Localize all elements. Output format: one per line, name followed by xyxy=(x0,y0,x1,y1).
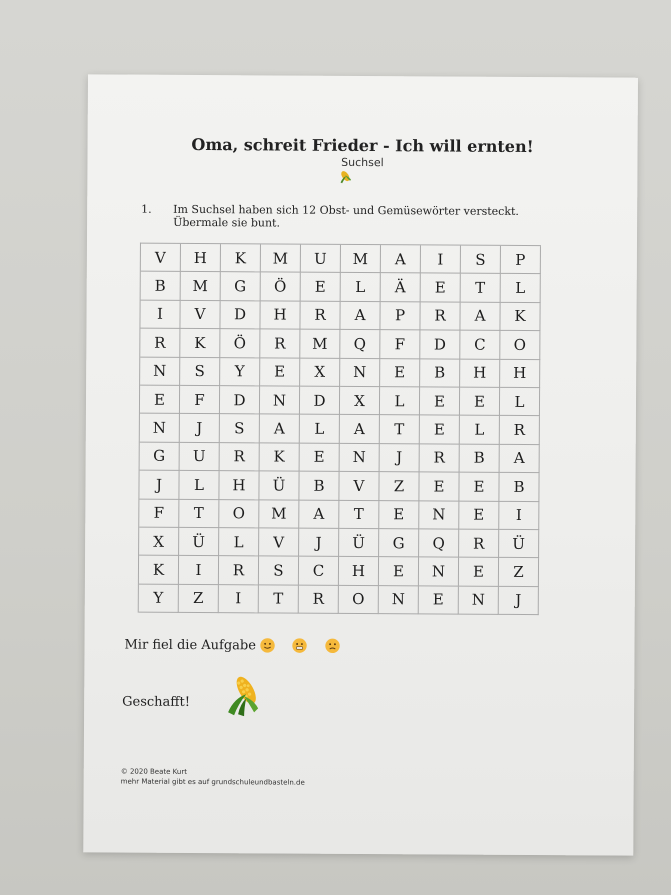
grid-cell[interactable]: E xyxy=(419,472,459,501)
grid-cell[interactable]: H xyxy=(219,471,259,500)
grid-cell[interactable]: K xyxy=(221,244,261,273)
grid-cell[interactable]: T xyxy=(380,415,420,444)
grid-cell[interactable]: M xyxy=(181,272,221,301)
grid-cell[interactable]: J xyxy=(299,529,339,558)
grid-cell[interactable]: L xyxy=(501,274,541,303)
grid-cell[interactable]: Ä xyxy=(381,274,421,303)
grid-cell[interactable]: Ü xyxy=(339,529,379,558)
grid-cell[interactable]: Q xyxy=(419,529,459,558)
grid-cell[interactable]: A xyxy=(260,415,300,444)
grid-cell[interactable]: B xyxy=(420,359,460,388)
smile-face-icon[interactable] xyxy=(259,637,275,653)
grid-cell[interactable]: A xyxy=(299,500,339,529)
grid-cell[interactable]: O xyxy=(339,586,379,615)
grid-cell[interactable]: N xyxy=(379,586,419,615)
grid-cell[interactable]: H xyxy=(260,301,300,330)
grid-cell[interactable]: T xyxy=(339,500,379,529)
grid-cell[interactable]: R xyxy=(420,444,460,473)
grid-cell[interactable]: H xyxy=(339,557,379,586)
grid-cell[interactable]: H xyxy=(460,359,500,388)
grid-cell[interactable]: E xyxy=(419,586,459,615)
grid-cell[interactable]: Y xyxy=(139,584,179,613)
grid-cell[interactable]: L xyxy=(341,273,381,302)
grid-cell[interactable]: R xyxy=(220,443,260,472)
footer-link-text: mehr Material gibt es auf grundschuleundbasteln.de xyxy=(120,777,305,787)
grid-cell[interactable]: Y xyxy=(220,358,260,387)
worksheet-subtitle: Suchsel xyxy=(341,155,384,170)
footer-copyright: © 2020 Beate Kurt xyxy=(120,767,188,776)
grid-cell[interactable]: R xyxy=(219,556,259,585)
grid-cell[interactable]: A xyxy=(340,415,380,444)
grid-cell[interactable]: M xyxy=(300,330,340,359)
grid-cell[interactable]: R xyxy=(299,585,339,614)
grid-cell[interactable]: K xyxy=(180,329,220,358)
corn-icon xyxy=(224,672,264,716)
grid-cell[interactable]: T xyxy=(259,585,299,614)
grid-cell[interactable]: G xyxy=(221,273,261,302)
grid-cell[interactable]: S xyxy=(259,557,299,586)
grid-cell[interactable]: X xyxy=(139,528,179,557)
grid-cell[interactable]: I xyxy=(140,300,180,329)
grid-cell[interactable]: H xyxy=(181,244,221,273)
grid-cell[interactable]: P xyxy=(501,246,541,275)
task-number: 1. xyxy=(141,202,152,216)
grid-cell[interactable]: E xyxy=(380,359,420,388)
grid-cell[interactable]: E xyxy=(459,558,499,587)
grid-cell[interactable]: X xyxy=(300,358,340,387)
grid-cell[interactable]: K xyxy=(500,303,540,332)
mood-prompt: Mir fiel die Aufgabe xyxy=(124,637,257,654)
grid-cell[interactable]: V xyxy=(339,472,379,501)
grid-cell[interactable]: B xyxy=(499,473,539,502)
grid-cell[interactable]: R xyxy=(260,330,300,359)
grid-cell[interactable]: E xyxy=(459,473,499,502)
grid-cell[interactable]: S xyxy=(180,357,220,386)
grid-cell[interactable]: J xyxy=(380,444,420,473)
grid-cell[interactable]: Z xyxy=(379,472,419,501)
grid-cell[interactable]: H xyxy=(500,359,540,388)
grid-cell[interactable]: O xyxy=(500,331,540,360)
done-label: Geschafft! xyxy=(122,694,191,710)
task-instructions xyxy=(173,203,553,231)
grid-cell[interactable]: D xyxy=(220,301,260,330)
grin-face-icon[interactable] xyxy=(291,638,307,654)
grid-cell[interactable]: X xyxy=(340,387,380,416)
grid-cell[interactable]: L xyxy=(300,415,340,444)
grid-cell[interactable]: Z xyxy=(499,558,539,587)
grid-cell[interactable]: D xyxy=(300,387,340,416)
grid-cell[interactable]: K xyxy=(260,443,300,472)
grid-cell[interactable]: N xyxy=(340,444,380,473)
grid-cell[interactable]: L xyxy=(219,528,259,557)
grid-cell[interactable]: R xyxy=(140,329,180,358)
grid-cell[interactable]: T xyxy=(461,274,501,303)
grid-cell[interactable]: N xyxy=(340,358,380,387)
grid-cell[interactable]: B xyxy=(299,472,339,501)
grid-cell[interactable]: I xyxy=(179,556,219,585)
grid-cell[interactable]: N xyxy=(260,386,300,415)
grid-cell[interactable]: V xyxy=(141,244,181,273)
grid-cell[interactable]: D xyxy=(220,386,260,415)
grid-cell[interactable]: R xyxy=(500,416,540,445)
grid-cell[interactable]: S xyxy=(220,414,260,443)
grid-cell[interactable]: C xyxy=(299,557,339,586)
grid-cell[interactable]: B xyxy=(141,272,181,301)
grid-cell[interactable]: Ö xyxy=(220,329,260,358)
grid-cell[interactable]: D xyxy=(420,331,460,360)
worksheet-paper xyxy=(83,74,638,855)
grid-cell[interactable]: Ö xyxy=(261,273,301,302)
grid-cell[interactable]: L xyxy=(179,471,219,500)
grid-cell[interactable]: P xyxy=(380,302,420,331)
corn-icon xyxy=(337,169,353,185)
grid-cell[interactable]: N xyxy=(419,501,459,530)
grid-cell[interactable]: E xyxy=(300,443,340,472)
grid-cell[interactable]: E xyxy=(420,416,460,445)
grid-cell[interactable]: Z xyxy=(179,585,219,614)
grid-cell[interactable]: Ü xyxy=(259,472,299,501)
grid-cell[interactable]: S xyxy=(461,246,501,275)
grid-cell[interactable]: E xyxy=(420,387,460,416)
grid-cell[interactable]: J xyxy=(180,414,220,443)
grid-cell[interactable]: C xyxy=(460,331,500,360)
grid-cell[interactable]: E xyxy=(379,557,419,586)
grid-cell[interactable]: K xyxy=(139,556,179,585)
grid-cell[interactable]: A xyxy=(340,302,380,331)
grid-cell[interactable]: I xyxy=(421,245,461,274)
grid-cell[interactable]: G xyxy=(140,442,180,471)
grid-cell[interactable]: L xyxy=(460,416,500,445)
worksheet-title: Oma, schreit Frieder - Ich will ernten! xyxy=(191,134,534,157)
grid-cell[interactable]: I xyxy=(219,585,259,614)
grid-cell[interactable]: J xyxy=(139,471,179,500)
grid-cell[interactable]: O xyxy=(219,500,259,529)
grid-cell[interactable]: M xyxy=(261,244,301,273)
grid-cell[interactable]: E xyxy=(140,386,180,415)
grid-cell[interactable]: M xyxy=(341,245,381,274)
grid-cell[interactable]: Ü xyxy=(179,528,219,557)
grid-cell[interactable]: L xyxy=(380,387,420,416)
grid-cell[interactable]: E xyxy=(421,274,461,303)
sad-face-icon[interactable] xyxy=(324,638,340,654)
grid-cell[interactable]: A xyxy=(381,245,421,274)
grid-cell[interactable]: T xyxy=(179,499,219,528)
grid-cell[interactable]: E xyxy=(260,358,300,387)
grid-cell[interactable]: N xyxy=(459,586,499,615)
grid-cell[interactable]: E xyxy=(379,501,419,530)
grid-cell[interactable]: E xyxy=(301,273,341,302)
grid-cell[interactable]: U xyxy=(301,245,341,274)
grid-cell[interactable]: R xyxy=(459,530,499,559)
grid-cell[interactable]: F xyxy=(139,499,179,528)
grid-cell[interactable]: B xyxy=(460,444,500,473)
task-line-1: Im Suchsel haben sich 12 Obst- und Gemüsewörter versteckt. xyxy=(173,202,519,218)
grid-cell[interactable]: N xyxy=(140,357,180,386)
grid-cell[interactable]: E xyxy=(460,388,500,417)
grid-cell[interactable]: G xyxy=(379,529,419,558)
grid-cell[interactable]: V xyxy=(259,528,299,557)
grid-cell[interactable]: F xyxy=(180,386,220,415)
grid-cell[interactable]: V xyxy=(180,301,220,330)
grid-cell[interactable]: M xyxy=(259,500,299,529)
footer-credits xyxy=(121,767,305,788)
grid-cell[interactable]: N xyxy=(419,558,459,587)
grid-cell[interactable]: N xyxy=(140,414,180,443)
grid-cell[interactable]: L xyxy=(500,388,540,417)
grid-cell[interactable]: A xyxy=(460,302,500,331)
grid-cell[interactable]: I xyxy=(499,501,539,530)
word-search-grid xyxy=(138,243,541,616)
grid-cell[interactable]: F xyxy=(380,330,420,359)
task-line-2: Übermale sie bunt. xyxy=(173,215,281,230)
grid-cell[interactable]: Ü xyxy=(499,530,539,559)
grid-cell[interactable]: R xyxy=(300,301,340,330)
grid-cell[interactable]: J xyxy=(499,587,539,616)
grid-cell[interactable]: E xyxy=(459,501,499,530)
grid-cell[interactable]: U xyxy=(180,443,220,472)
grid-cell[interactable]: A xyxy=(500,445,540,474)
grid-cell[interactable]: Q xyxy=(340,330,380,359)
grid-cell[interactable]: R xyxy=(420,302,460,331)
